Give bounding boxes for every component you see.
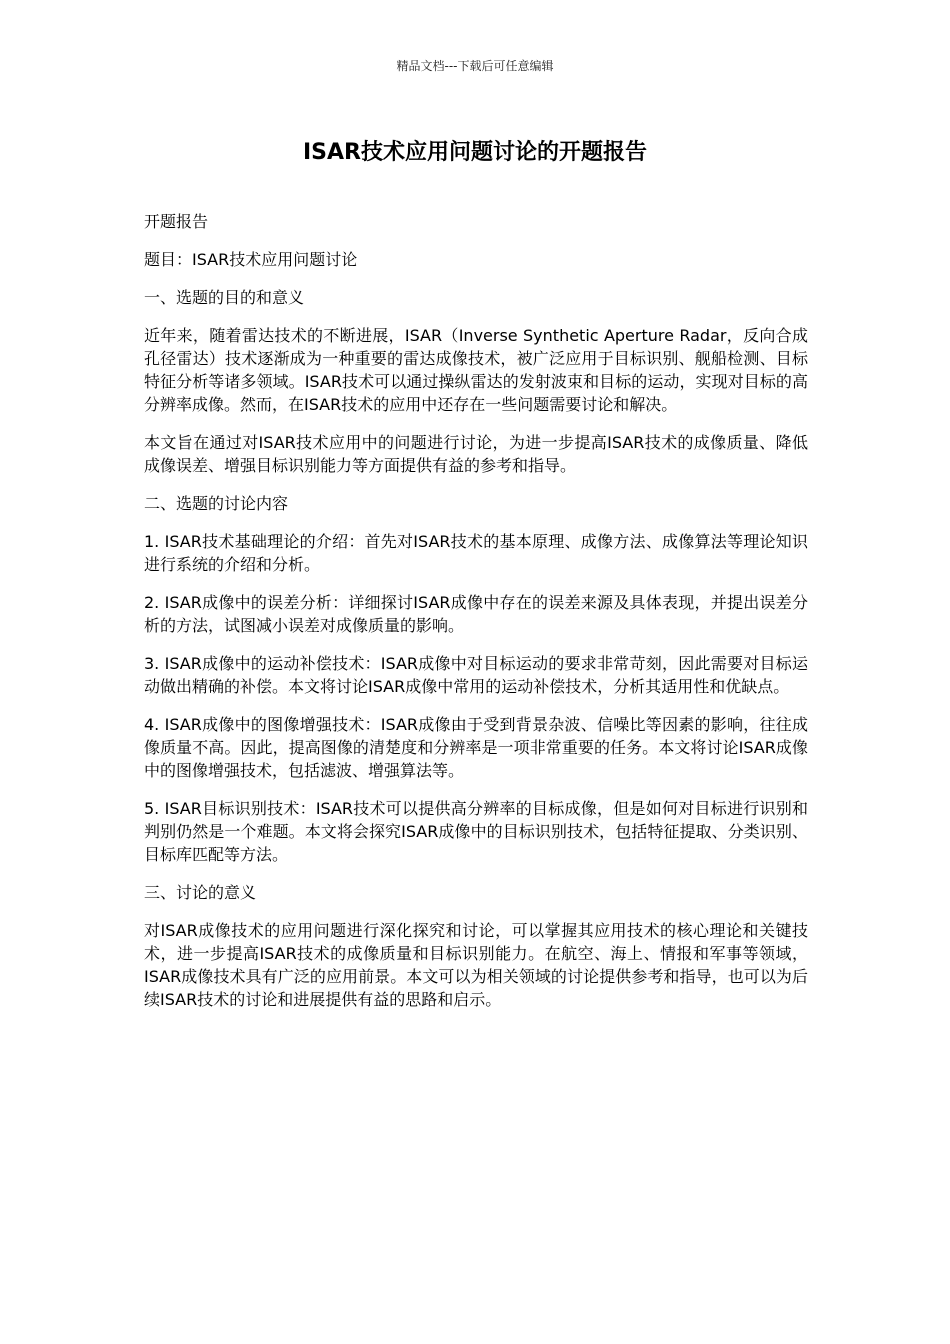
page-header: 精品文档---下载后可任意编辑 [396, 59, 554, 73]
list-item: 2. ISAR成像中的误差分析：详细探讨ISAR成像中存在的误差来源及具体表现，并提出误差分析的方法，试图减小误差对成像质量的影响。 [144, 593, 808, 635]
list-item: 1. ISAR技术基础理论的介绍：首先对ISAR技术的基本原理、成像方法、成像算法等理论知识进行系统的介绍和分析。 [144, 532, 808, 574]
section-heading: 二、选题的讨论内容 [144, 494, 289, 513]
body-paragraph: 近年来，随着雷达技术的不断进展，ISAR（Inverse Synthetic Aperture Radar，反向合成孔径雷达）技术逐渐成为一种重要的雷达成像技术，被广泛应用于目标识别、舰船检测、目标特征分析等诸多领域。ISAR技术可以通过操纵雷达的发射波束和目标的运动，实现对目标的高分辨率成像。然而，在ISAR技术的应用中还存在一些问题需要讨论和解决。 [144, 326, 808, 414]
document-title: ISAR技术应用问题讨论的开题报告 [303, 140, 647, 165]
body-paragraph: 对ISAR成像技术的应用问题进行深化探究和讨论，可以掌握其应用技术的核心理论和关键技术，进一步提高ISAR技术的成像质量和目标识别能力。在航空、海上、情报和军事等领域，ISAR成像技术具有广泛的应用前景。本文可以为相关领域的讨论提供参考和指导，也可以为后续ISAR技术的讨论和进展提供有益的思路和启示。 [144, 921, 808, 1009]
list-item: 4. ISAR成像中的图像增强技术：ISAR成像由于受到背景杂波、信噪比等因素的影响，往往成像质量不高。因此，提高图像的清楚度和分辨率是一项非常重要的任务。本文将讨论ISAR成像中的图像增强技术，包括滤波、增强算法等。 [144, 715, 808, 780]
section-label: 开题报告 [144, 212, 209, 231]
section-heading: 一、选题的目的和意义 [144, 288, 305, 307]
list-item: 3. ISAR成像中的运动补偿技术：ISAR成像中对目标运动的要求非常苛刻，因此需要对目标运动做出精确的补偿。本文将讨论ISAR成像中常用的运动补偿技术，分析其适用性和优缺点。 [144, 654, 808, 696]
section-heading: 三、讨论的意义 [144, 883, 257, 902]
document-body [144, 210, 808, 1026]
topic-line: 题目：ISAR技术应用问题讨论 [144, 250, 358, 269]
list-item: 5. ISAR目标识别技术：ISAR技术可以提供高分辨率的目标成像，但是如何对目标进行识别和判别仍然是一个难题。本文将会探究ISAR成像中的目标识别技术，包括特征提取、分类识别、目标库匹配等方法。 [144, 799, 808, 864]
body-paragraph: 本文旨在通过对ISAR技术应用中的问题进行讨论，为进一步提高ISAR技术的成像质量、降低成像误差、增强目标识别能力等方面提供有益的参考和指导。 [144, 433, 808, 475]
